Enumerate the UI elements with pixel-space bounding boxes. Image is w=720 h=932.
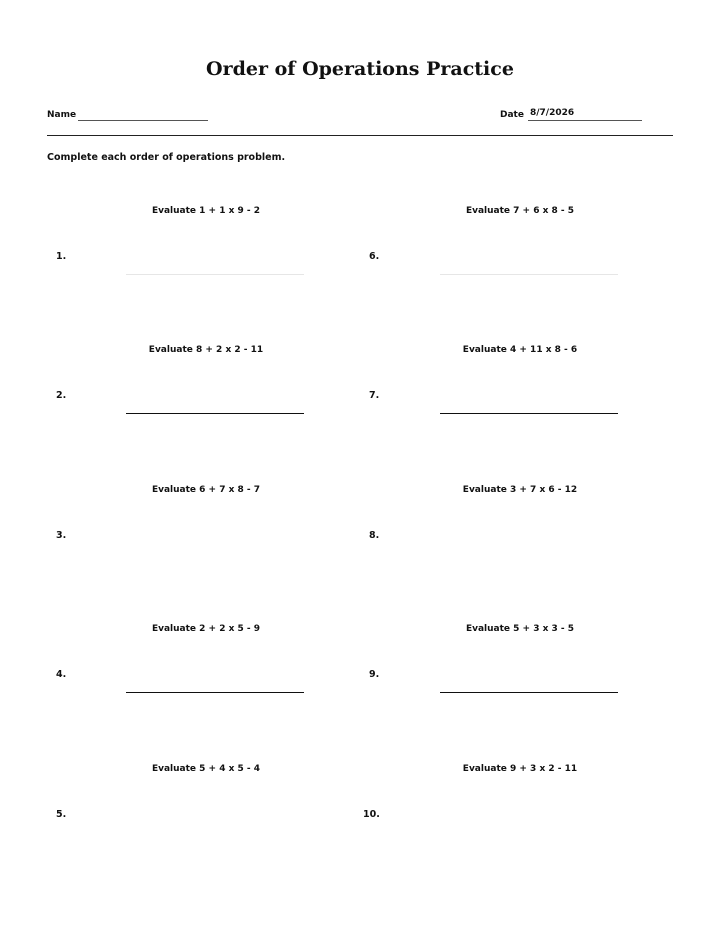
problem-expression: Evaluate 7 + 6 x 8 - 5 bbox=[465, 206, 575, 216]
problem-5 bbox=[46, 764, 346, 884]
problem-1 bbox=[46, 206, 346, 326]
problem-expression: Evaluate 1 + 1 x 9 - 2 bbox=[151, 206, 261, 216]
problem-8 bbox=[360, 485, 660, 605]
problem-number: 1. bbox=[56, 251, 67, 262]
problem-number: 8. bbox=[369, 530, 380, 541]
answer-line[interactable] bbox=[126, 413, 304, 414]
problem-number: 4. bbox=[56, 669, 67, 680]
answer-line[interactable] bbox=[440, 274, 618, 275]
answer-line[interactable] bbox=[440, 692, 618, 693]
problem-expression: Evaluate 6 + 7 x 8 - 7 bbox=[151, 485, 261, 495]
problem-number: 2. bbox=[56, 390, 67, 401]
name-label: Name bbox=[47, 110, 77, 120]
problem-2 bbox=[46, 345, 346, 465]
problem-7 bbox=[360, 345, 660, 465]
problem-10 bbox=[360, 764, 660, 884]
problem-expression: Evaluate 3 + 7 x 6 - 12 bbox=[462, 485, 578, 495]
problem-number: 6. bbox=[369, 251, 380, 262]
problem-6 bbox=[360, 206, 660, 326]
problem-4 bbox=[46, 624, 346, 744]
problem-3 bbox=[46, 485, 346, 605]
instructions: Complete each order of operations problem. bbox=[47, 152, 286, 163]
date-label: Date bbox=[500, 110, 524, 120]
problem-number: 5. bbox=[56, 809, 67, 820]
problem-expression: Evaluate 4 + 11 x 8 - 6 bbox=[462, 345, 578, 355]
problem-expression: Evaluate 5 + 4 x 5 - 4 bbox=[151, 764, 261, 774]
problem-number: 3. bbox=[56, 530, 67, 541]
answer-line[interactable] bbox=[126, 692, 304, 693]
problem-expression: Evaluate 5 + 3 x 3 - 5 bbox=[465, 624, 575, 634]
date-value: 8/7/2026 bbox=[530, 108, 575, 118]
answer-line[interactable] bbox=[126, 274, 304, 275]
problem-expression: Evaluate 2 + 2 x 5 - 9 bbox=[151, 624, 261, 634]
problem-expression: Evaluate 8 + 2 x 2 - 11 bbox=[148, 345, 264, 355]
problem-expression: Evaluate 9 + 3 x 2 - 11 bbox=[462, 764, 578, 774]
name-field[interactable] bbox=[78, 120, 208, 121]
answer-line[interactable] bbox=[440, 413, 618, 414]
problem-number: 10. bbox=[363, 809, 380, 820]
header-divider bbox=[47, 135, 673, 136]
problem-number: 7. bbox=[369, 390, 380, 401]
problem-number: 9. bbox=[369, 669, 380, 680]
page-title: Order of Operations Practice bbox=[206, 58, 514, 80]
problem-9 bbox=[360, 624, 660, 744]
date-field[interactable] bbox=[528, 120, 642, 121]
